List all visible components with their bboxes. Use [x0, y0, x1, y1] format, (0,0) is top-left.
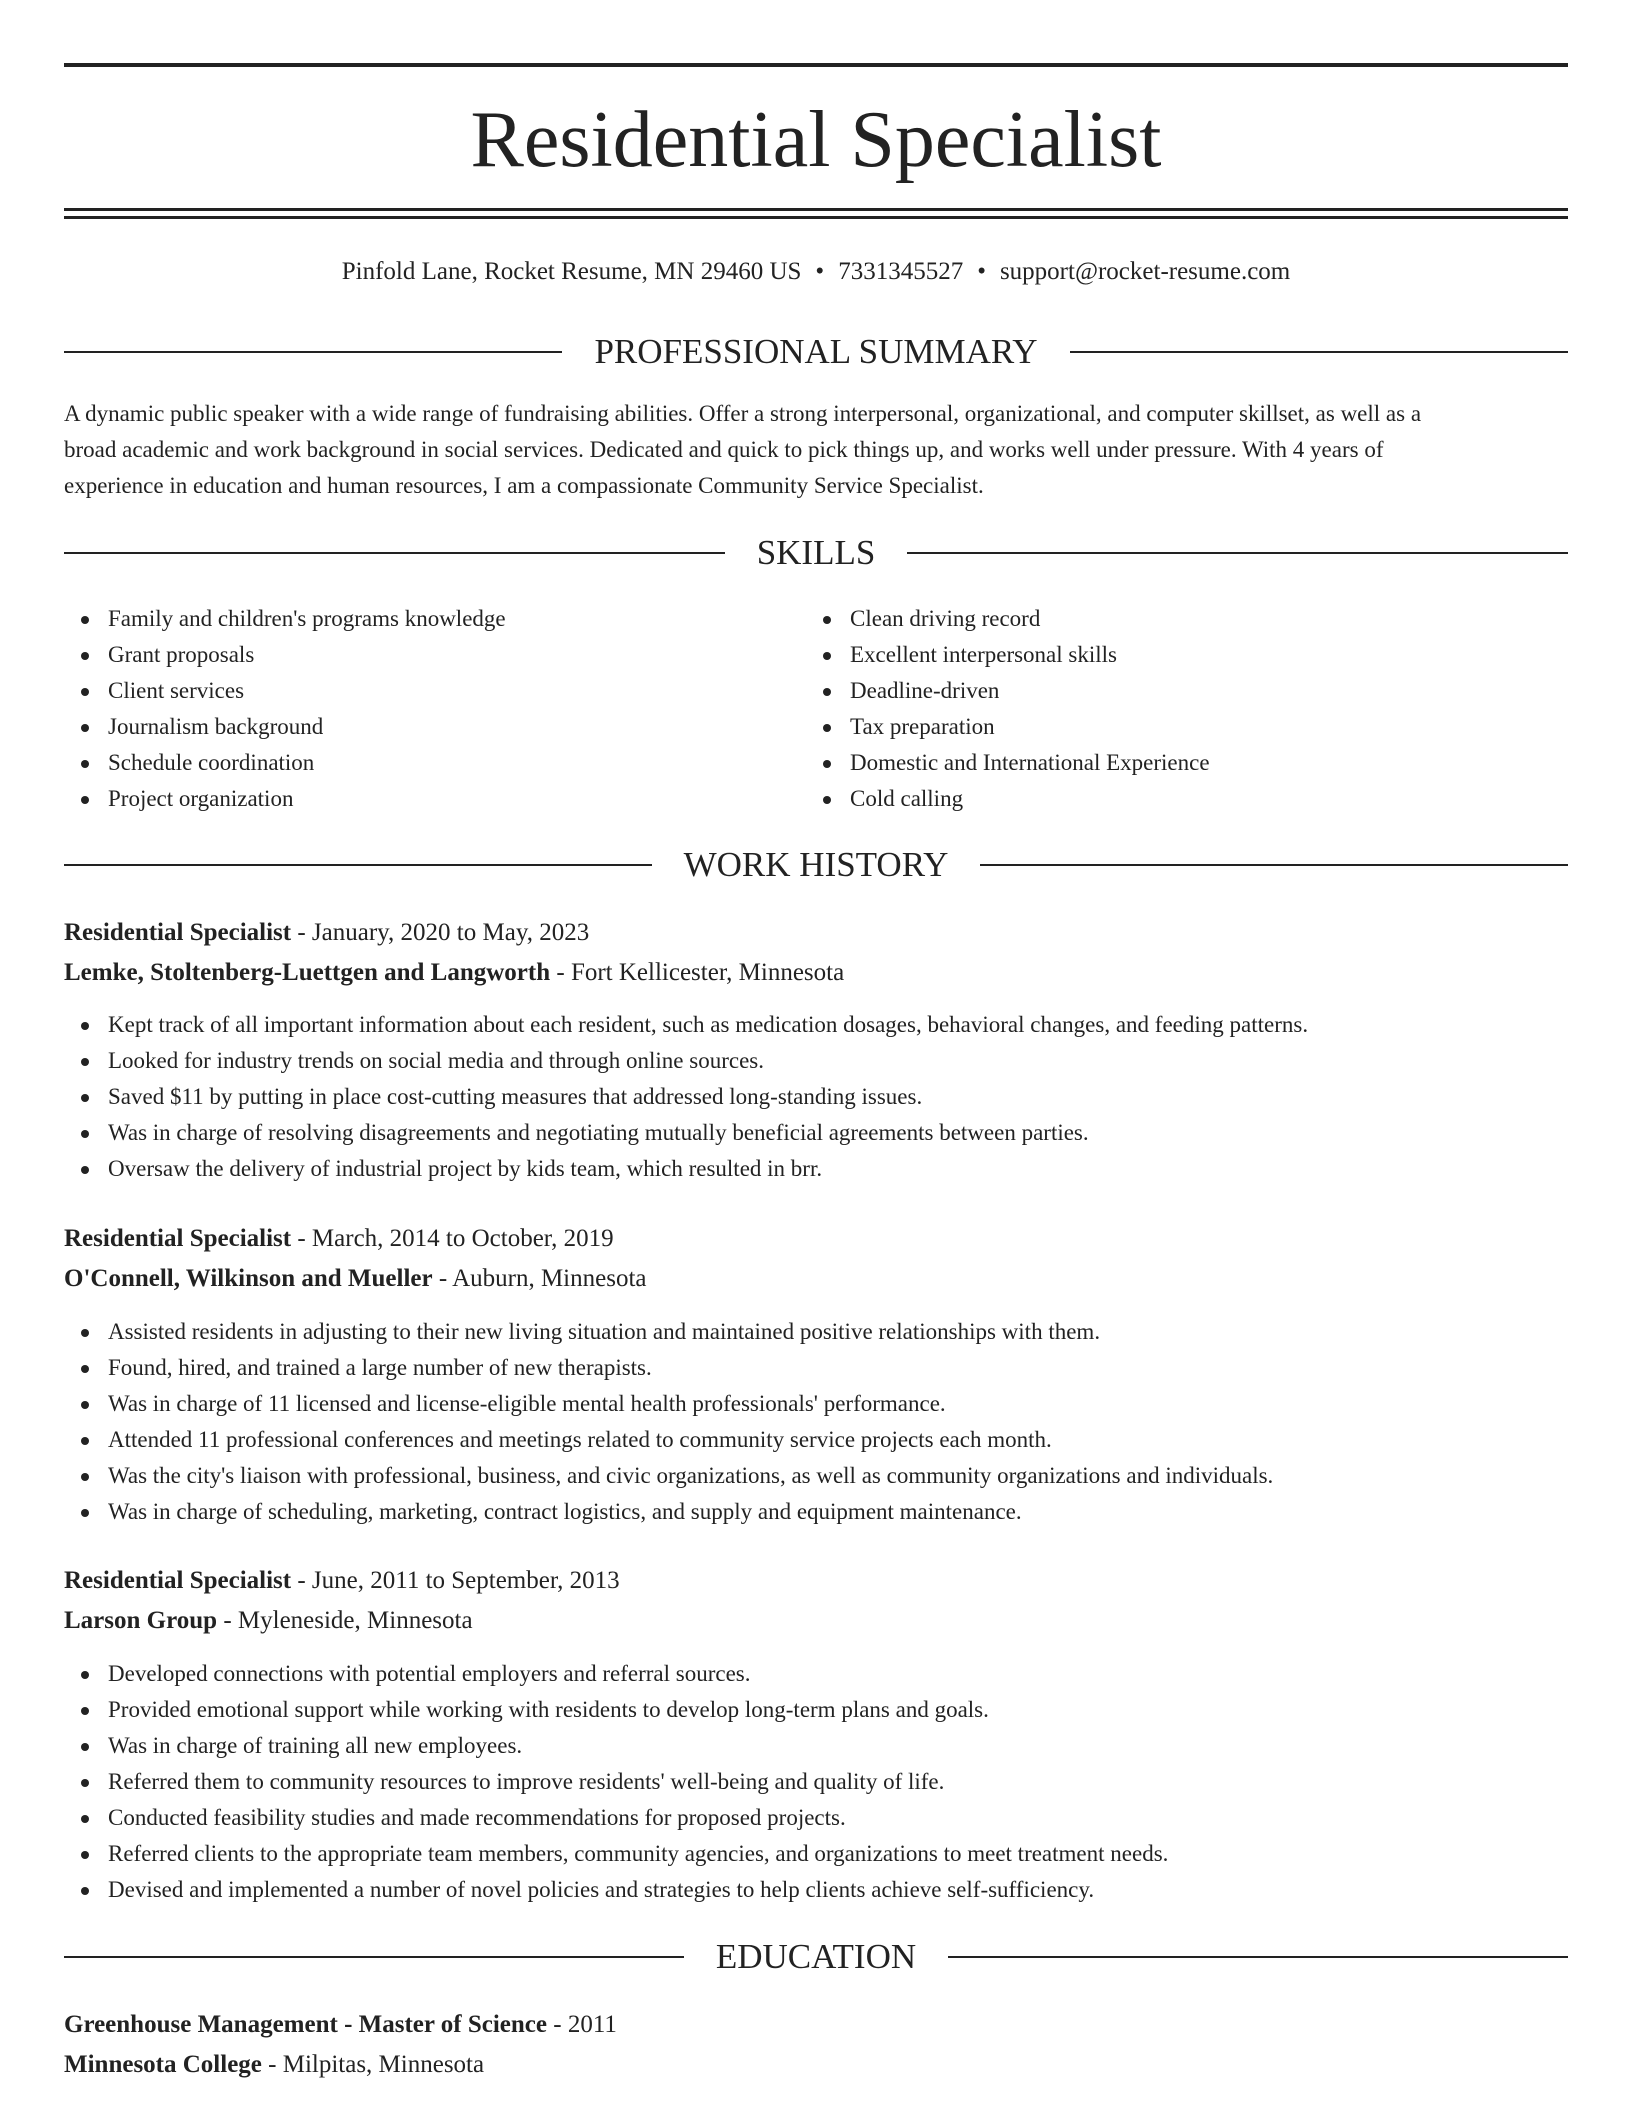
job-bullet: Devised and implemented a number of novel policies and strategies to help clients achieve self-sufficiency. — [108, 1872, 1168, 1908]
section-heading-text: EDUCATION — [715, 1937, 917, 1976]
skill-item: Cold calling — [850, 781, 1210, 817]
education-degree-line: Greenhouse Management - Master of Science - 2011 — [64, 2011, 617, 2038]
summary-line: experience in education and human resources, I am a compassionate Community Service Specialist. — [64, 473, 984, 498]
education-location: Milpitas, Minnesota — [282, 2051, 485, 2078]
summary-line: broad academic and work background in social services. Dedicated and quick to pick things up, and works well under pressure. With 4 years of — [64, 437, 1384, 462]
skill-item: Schedule coordination — [108, 745, 506, 781]
job-location: Myleneside, Minnesota — [237, 1607, 473, 1634]
skill-item: Domestic and International Experience — [850, 745, 1210, 781]
heading-rule-right — [948, 1956, 1568, 1958]
skill-item: Tax preparation — [850, 709, 1210, 745]
skill-item: Excellent interpersonal skills — [850, 637, 1210, 673]
skill-item: Journalism background — [108, 709, 506, 745]
contact-separator: • — [815, 258, 825, 285]
job-dates: March, 2014 to October, 2019 — [311, 1225, 614, 1252]
skill-item: Client services — [108, 673, 506, 709]
section-heading-text: PROFESSIONAL SUMMARY — [594, 332, 1038, 371]
education-year: 2011 — [567, 2011, 617, 2038]
job-bullet: Was in charge of resolving disagreements and negotiating mutually beneficial agreements between parties. — [108, 1115, 1308, 1151]
job-bullet: Attended 11 professional conferences and meetings related to community service projects each month. — [108, 1422, 1273, 1458]
skill-item: Deadline-driven — [850, 673, 1210, 709]
job-bullet: Assisted residents in adjusting to their new living situation and maintained positive relationships with them. — [108, 1314, 1273, 1350]
section-heading-education — [64, 1935, 1568, 1979]
contact-separator: • — [977, 258, 986, 285]
job-company: O'Connell, Wilkinson and Mueller — [64, 1265, 433, 1292]
job-company-line: Lemke, Stoltenberg-Luettgen and Langworth - Fort Kellicester, Minnesota — [64, 959, 845, 986]
section-heading-text: SKILLS — [756, 533, 876, 572]
heading-rule-right — [980, 864, 1568, 866]
contact-email: support@rocket-resume.com — [999, 258, 1291, 285]
job-bullet: Kept track of all important information about each resident, such as medication dosages, behavioral changes, and feeding patterns. — [108, 1007, 1308, 1043]
job-title: Residential Specialist — [64, 1225, 292, 1252]
section-heading-summary — [64, 330, 1568, 374]
job-title-line: Residential Specialist - June, 2011 to September, 2013 — [64, 1567, 620, 1594]
summary-line: A dynamic public speaker with a wide range of fundraising abilities. Offer a strong interpersonal, organizational, and computer skillset, as well as a — [64, 401, 1422, 426]
job-title-line: Residential Specialist - January, 2020 to May, 2023 — [64, 919, 590, 946]
skill-item: Grant proposals — [108, 637, 506, 673]
job-bullets — [64, 1656, 1168, 1908]
resume-title: Residential Specialist — [470, 96, 1162, 184]
skill-item: Project organization — [108, 781, 506, 817]
job-bullets — [64, 1007, 1308, 1187]
job-bullet: Found, hired, and trained a large number of new therapists. — [108, 1350, 1273, 1386]
job-bullets — [64, 1314, 1273, 1530]
section-heading-work-history — [64, 843, 1568, 887]
job-bullet: Looked for industry trends on social media and through online sources. — [108, 1043, 1308, 1079]
job-company: Lemke, Stoltenberg-Luettgen and Langworth — [64, 959, 551, 986]
job-bullet: Was in charge of scheduling, marketing, contract logistics, and supply and equipment maintenance. — [108, 1494, 1273, 1530]
skill-item: Family and children's programs knowledge — [108, 601, 506, 637]
skill-item: Clean driving record — [850, 601, 1210, 637]
job-company: Larson Group — [64, 1607, 218, 1634]
summary-paragraph — [64, 396, 1568, 504]
contact-address: Pinfold Lane, Rocket Resume, MN 29460 US — [341, 258, 802, 285]
job-bullet: Was the city's liaison with professional, business, and civic organizations, as well as community organizations and individuals. — [108, 1458, 1273, 1494]
education-school-line: Minnesota College - Milpitas, Minnesota — [64, 2051, 485, 2078]
job-title: Residential Specialist — [64, 1567, 292, 1594]
job-bullet: Was in charge of training all new employees. — [108, 1728, 1168, 1764]
header-double-rule — [64, 208, 1568, 219]
job-location: Fort Kellicester, Minnesota — [570, 959, 845, 986]
section-heading-skills — [64, 531, 1568, 575]
job-bullet: Saved $11 by putting in place cost-cutting measures that addressed long-standing issues. — [108, 1079, 1308, 1115]
job-title-line: Residential Specialist - March, 2014 to October, 2019 — [64, 1225, 614, 1252]
header-top-rule — [64, 63, 1568, 67]
job-dates: January, 2020 to May, 2023 — [311, 919, 590, 946]
job-bullet: Referred clients to the appropriate team members, community agencies, and organizations to meet treatment needs. — [108, 1836, 1168, 1872]
job-company-line: O'Connell, Wilkinson and Mueller - Auburn, Minnesota — [64, 1265, 647, 1292]
heading-rule-right — [907, 552, 1568, 554]
skills-list-left — [64, 601, 506, 817]
job-bullet: Referred them to community resources to improve residents' well-being and quality of life. — [108, 1764, 1168, 1800]
job-dates: June, 2011 to September, 2013 — [311, 1567, 620, 1594]
section-heading-text: WORK HISTORY — [683, 845, 949, 884]
heading-rule-right — [1070, 351, 1568, 353]
job-bullet: Provided emotional support while working with residents to develop long-term plans and goals. — [108, 1692, 1168, 1728]
job-bullet: Oversaw the delivery of industrial project by kids team, which resulted in brr. — [108, 1151, 1308, 1187]
heading-rule-left — [64, 864, 652, 866]
heading-rule-left — [64, 351, 562, 353]
job-title: Residential Specialist — [64, 919, 292, 946]
job-company-line: Larson Group - Myleneside, Minnesota — [64, 1607, 473, 1634]
contact-phone: 7331345527 — [838, 258, 964, 285]
skills-list-right — [806, 601, 1210, 817]
job-bullet: Developed connections with potential employers and referral sources. — [108, 1656, 1168, 1692]
heading-rule-left — [64, 1956, 684, 1958]
contact-line — [64, 255, 1568, 289]
job-bullet: Conducted feasibility studies and made recommendations for proposed projects. — [108, 1800, 1168, 1836]
education-degree: Greenhouse Management - Master of Science — [64, 2011, 547, 2038]
job-location: Auburn, Minnesota — [452, 1265, 647, 1292]
job-bullet: Was in charge of 11 licensed and license-eligible mental health professionals' performance. — [108, 1386, 1273, 1422]
education-school: Minnesota College — [64, 2051, 262, 2078]
heading-rule-left — [64, 552, 725, 554]
